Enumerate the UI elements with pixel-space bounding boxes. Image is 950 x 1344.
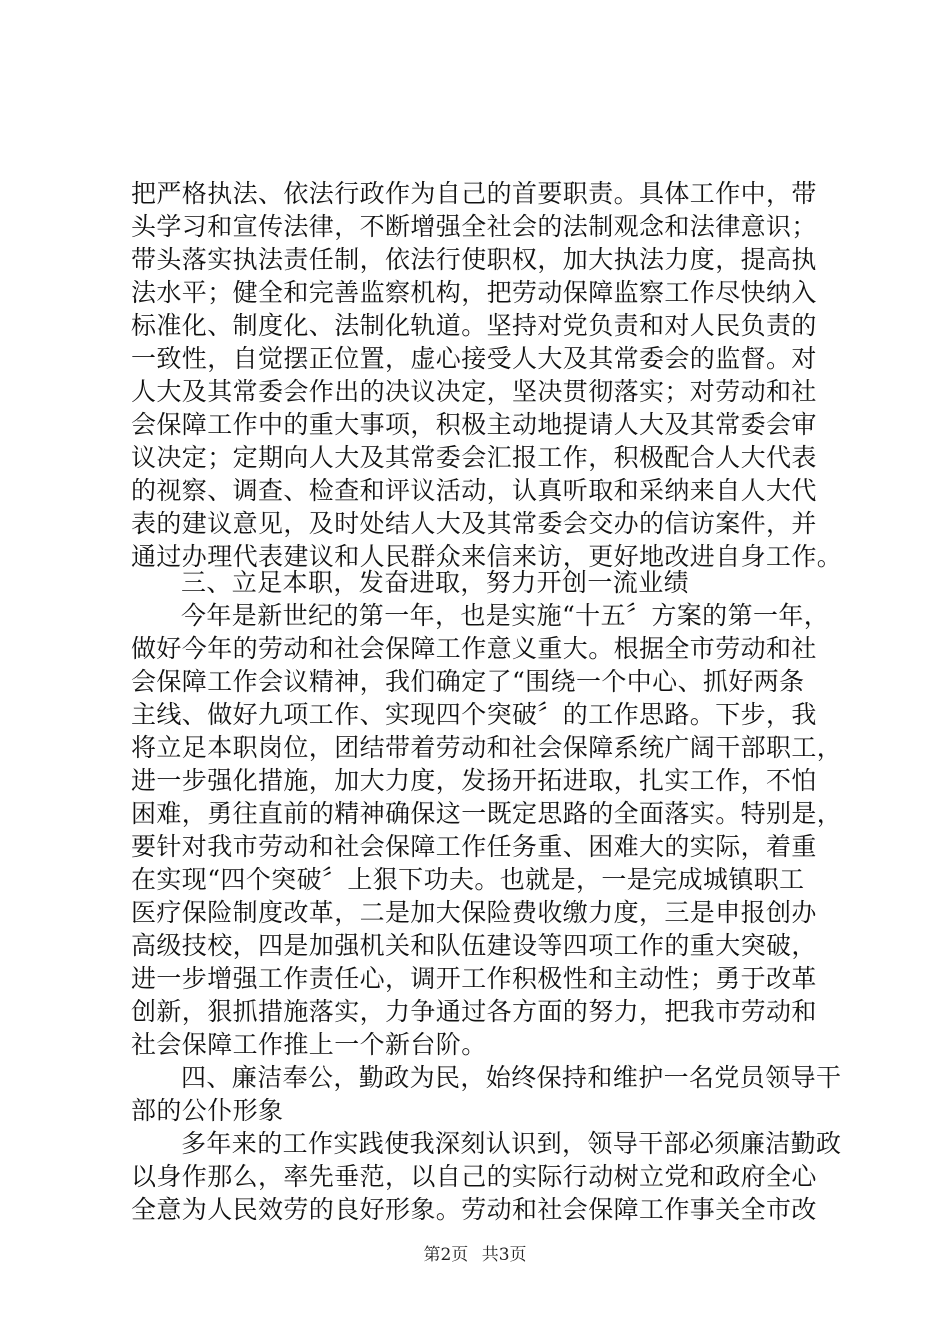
text-line: 做好今年的劳动和社会保障工作意义重大。根据全市劳动和社 xyxy=(131,634,817,663)
page-total: 共3页 xyxy=(481,1245,527,1265)
section-heading-3: 三、立足本职，发奋进取，努力开创一流业绩 xyxy=(181,568,690,597)
text-line: 今年是新世纪的第一年，也是实施“十五〞方案的第一年， xyxy=(181,601,830,630)
text-line: 进一步增强工作责任心，调开工作积极性和主动性；勇于改革 xyxy=(131,964,817,993)
text-line: 人大及其常委会作出的决议决定，坚决贯彻落实；对劳动和社 xyxy=(131,377,817,406)
text-line: 将立足本职岗位，团结带着劳动和社会保障系统广阔干部职工， xyxy=(131,733,843,762)
text-line: 会保障工作中的重大事项，积极主动地提请人大及其常委会审 xyxy=(131,410,817,439)
section-heading-4-continued: 部的公仆形象 xyxy=(131,1096,284,1125)
text-line: 要针对我市劳动和社会保障工作任务重、困难大的实际，着重 xyxy=(131,832,817,861)
section-heading-4: 四、廉洁奉公，勤政为民，始终保持和维护一名党员领导干 xyxy=(181,1063,842,1092)
text-line: 带头落实执法责任制，依法行使职权，加大执法力度，提高执 xyxy=(131,245,817,274)
page-number: 第2页 xyxy=(423,1245,469,1265)
text-line: 一致性，自觉摆正位置，虚心接受人大及其常委会的监督。对 xyxy=(131,344,817,373)
text-line: 高级技校，四是加强机关和队伍建设等四项工作的重大突破， xyxy=(131,931,817,960)
text-line: 标准化、制度化、法制化轨道。坚持对党负责和对人民负责的 xyxy=(131,311,817,340)
text-line: 会保障工作会议精神，我们确定了“围绕一个中心、抓好两条 xyxy=(131,667,805,696)
page-footer xyxy=(0,1245,950,1265)
text-line: 社会保障工作推上一个新台阶。 xyxy=(131,1030,487,1059)
text-line: 医疗保险制度改革，二是加大保险费收缴力度，三是申报创办 xyxy=(131,898,817,927)
text-line: 通过办理代表建议和人民群众来信来访，更好地改进自身工作。 xyxy=(131,542,843,571)
text-line: 表的建议意见，及时处结人大及其常委会交办的信访案件，并 xyxy=(131,509,817,538)
text-line: 法水平；健全和完善监察机构，把劳动保障监察工作尽快纳入 xyxy=(131,278,817,307)
text-line: 多年来的工作实践使我深刻认识到，领导干部必须廉洁勤政 xyxy=(181,1129,842,1158)
sections-3-4 xyxy=(131,566,843,1226)
section-top-paragraph xyxy=(131,177,843,573)
text-line: 困难，勇往直前的精神确保这一既定思路的全面落实。特别是， xyxy=(131,799,843,828)
text-line: 全意为人民效劳的良好形象。劳动和社会保障工作事关全市改 xyxy=(131,1195,817,1224)
text-line: 创新，狠抓措施落实，力争通过各方面的努力，把我市劳动和 xyxy=(131,997,817,1026)
text-line: 在实现“四个突破〞上狠下功夫。也就是，一是完成城镇职工 xyxy=(131,865,805,894)
text-line: 以身作那么，率先垂范，以自己的实际行动树立党和政府全心 xyxy=(131,1162,817,1191)
text-line: 的视察、调查、检查和评议活动，认真听取和采纳来自人大代 xyxy=(131,476,817,505)
text-line: 主线、做好九项工作、实现四个突破〞的工作思路。下步，我 xyxy=(131,700,817,729)
text-line: 头学习和宣传法律，不断增强全社会的法制观念和法律意识； xyxy=(131,212,817,241)
text-line: 把严格执法、依法行政作为自己的首要职责。具体工作中，带 xyxy=(131,179,817,208)
text-line: 进一步强化措施，加大力度，发扬开拓进取，扎实工作，不怕 xyxy=(131,766,817,795)
text-line: 议决定；定期向人大及其常委会汇报工作，积极配合人大代表 xyxy=(131,443,817,472)
